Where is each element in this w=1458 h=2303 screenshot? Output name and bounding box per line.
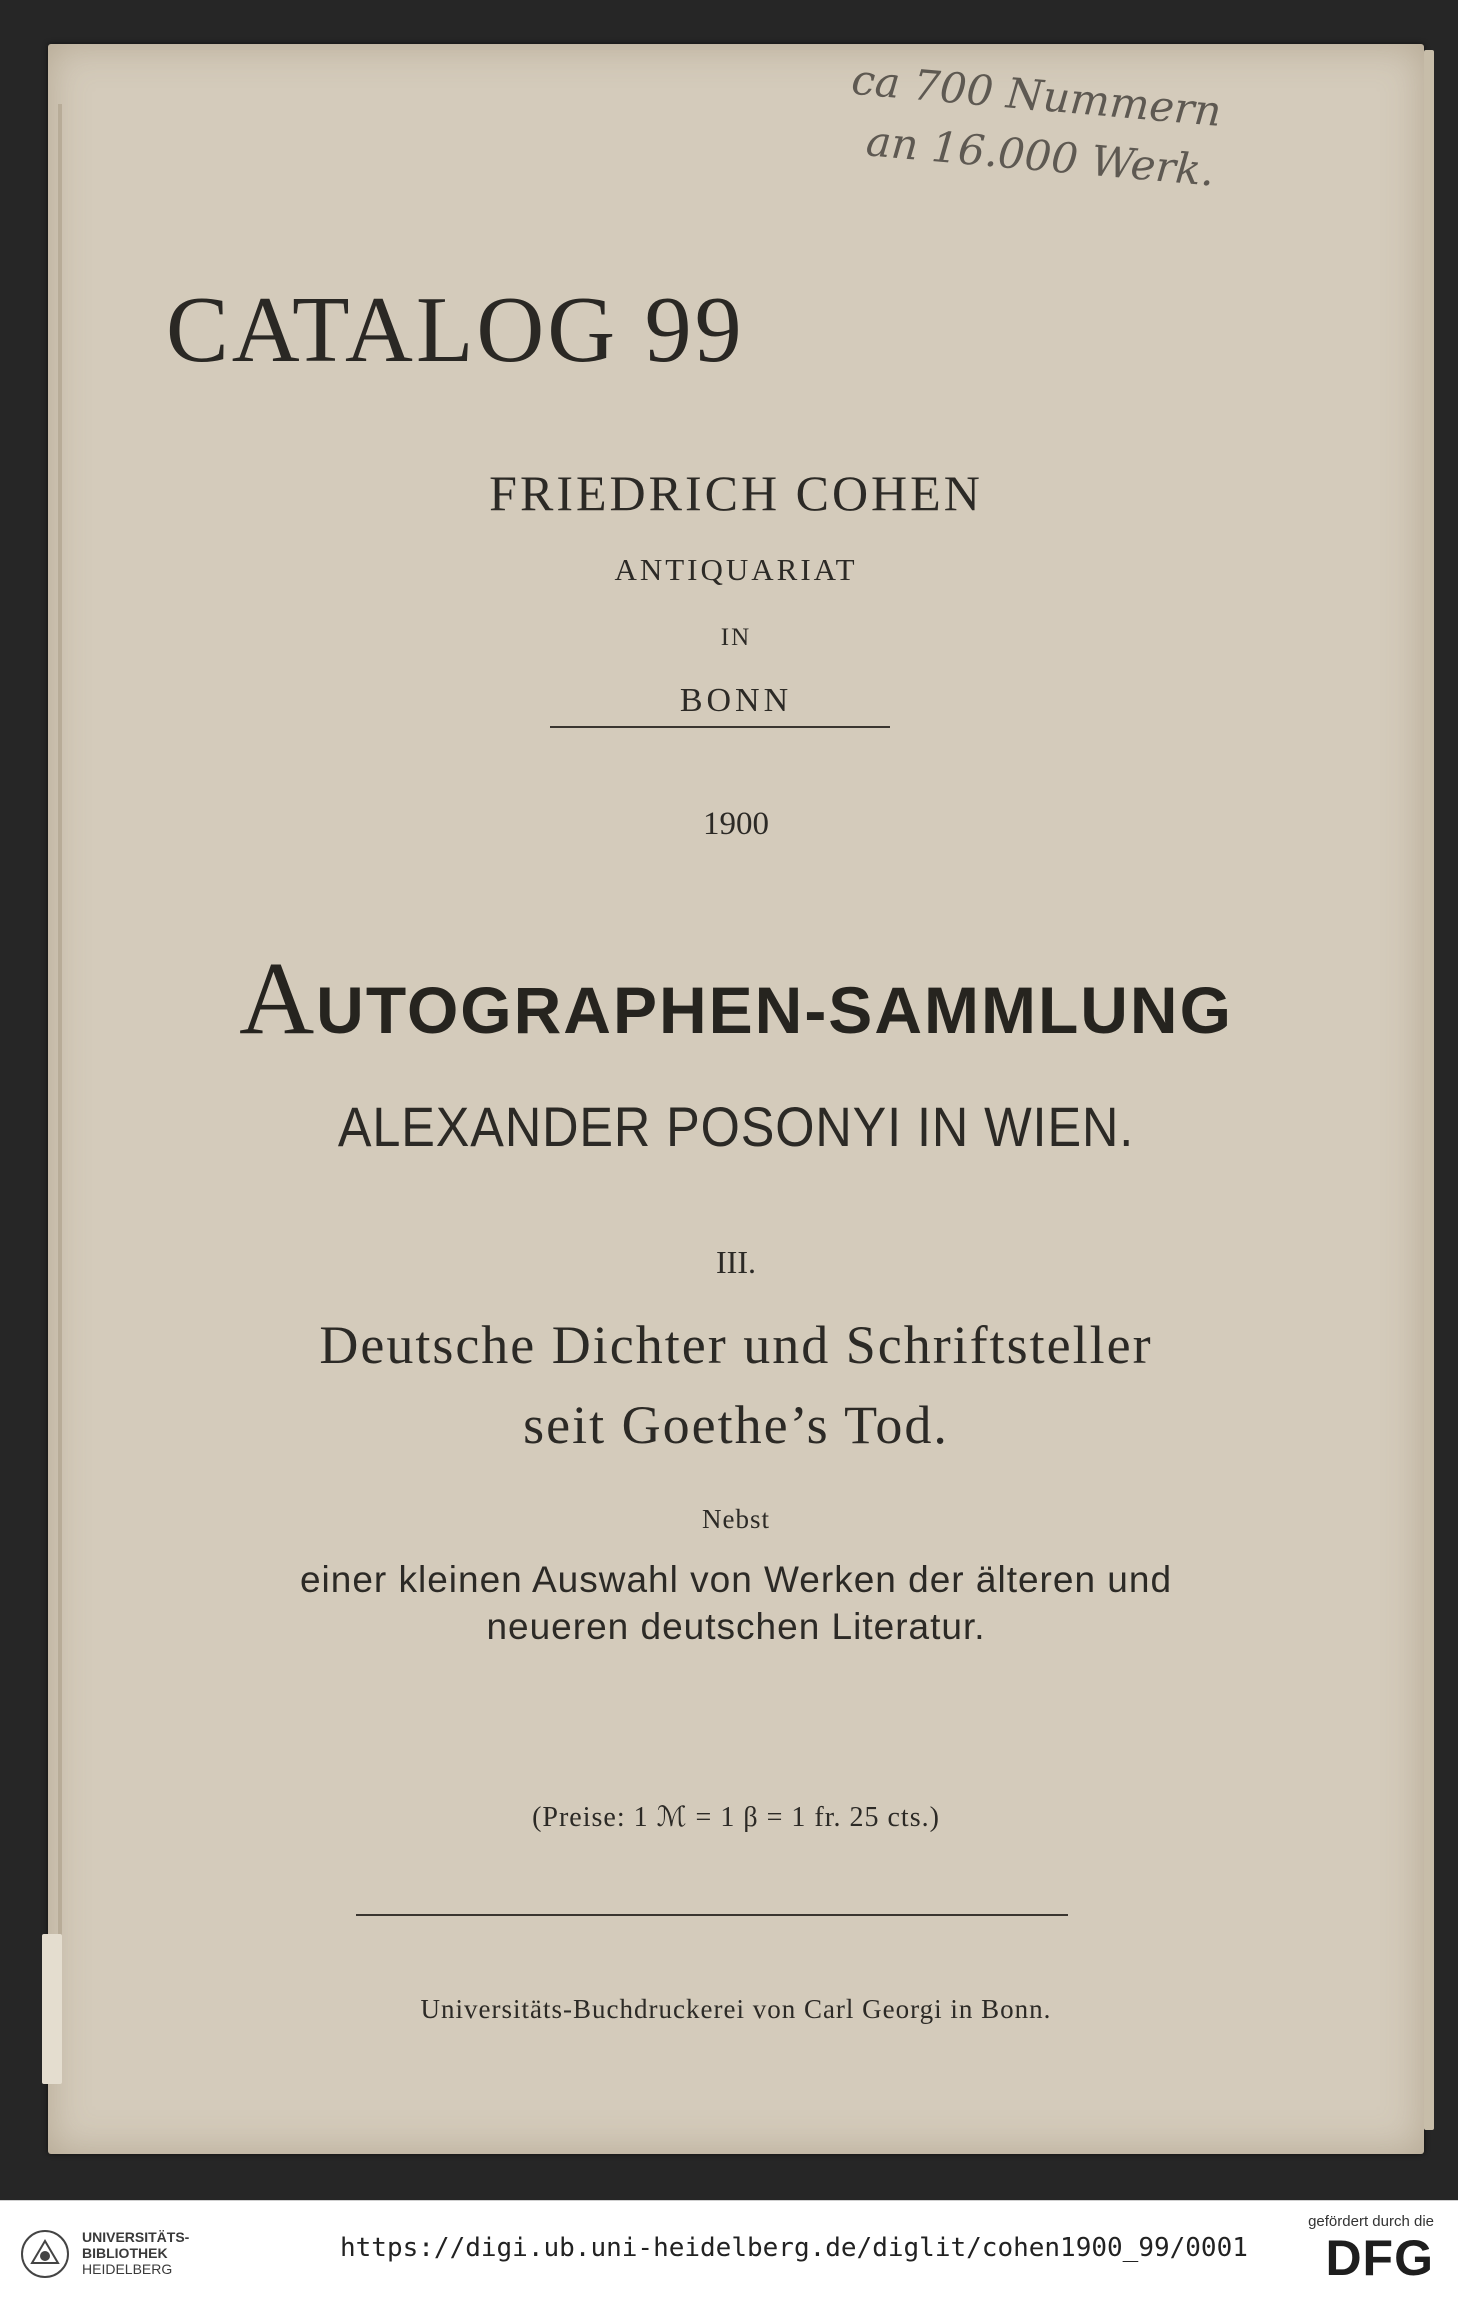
library-name xyxy=(82,2229,189,2277)
part-number: III. xyxy=(716,1244,756,1280)
funded-by-label: gefördert durch die xyxy=(1308,2213,1434,2230)
permalink-url[interactable]: https://digi.ub.uni-heidelberg.de/diglit/cohen1900_99/0001 xyxy=(340,2233,1248,2263)
nebst-label: Nebst xyxy=(702,1504,770,1534)
publisher-city: BONN xyxy=(679,682,793,719)
university-seal-icon xyxy=(20,2229,70,2279)
library-line-1: UNIVERSITÄTS- xyxy=(82,2229,190,2245)
title-rest: UTOGRAPHEN-SAMMLUNG xyxy=(316,973,1233,1047)
handwritten-line-2: an 16.000 Werk. xyxy=(864,116,1217,196)
title-initial: A xyxy=(239,941,317,1056)
printer-imprint: Universitäts-Buchdruckerei von Carl Georgi in Bonn. xyxy=(420,1994,1052,2024)
collection-title xyxy=(48,939,1424,1058)
funding-credit xyxy=(1308,2213,1434,2286)
viewer-footer xyxy=(0,2200,1458,2303)
publisher-business: ANTIQUARIAT xyxy=(614,552,858,587)
collection-owner: ALEXANDER POSONYI IN WIEN. xyxy=(337,1095,1135,1158)
supplement-line-1: einer kleinen Auswahl von Werken der älteren und xyxy=(299,1559,1173,1600)
publisher-name: FRIEDRICH COHEN xyxy=(489,465,983,521)
preposition-in: IN xyxy=(720,624,752,651)
section-title-line-1: Deutsche Dichter und Schriftsteller xyxy=(319,1315,1153,1375)
library-line-2: BIBLIOTHEK xyxy=(82,2245,168,2261)
supplement-line-2: neueren deutschen Literatur. xyxy=(486,1606,986,1647)
divider-rule xyxy=(550,726,890,728)
handwritten-note xyxy=(844,50,1412,218)
catalog-cover-page xyxy=(48,44,1424,2154)
handwritten-line-1: ca 700 Nummern xyxy=(849,54,1224,136)
library-line-3: HEIDELBERG xyxy=(82,2261,173,2277)
publication-year: 1900 xyxy=(703,806,769,842)
price-note: (Preise: 1 ℳ = 1 β = 1 fr. 25 cts.) xyxy=(532,1802,940,1833)
section-title-line-2: seit Goethe’s Tod. xyxy=(523,1395,949,1455)
divider-rule-bottom xyxy=(356,1914,1068,1916)
catalog-number: CATALOG 99 xyxy=(166,278,745,382)
dfg-logo: DFG xyxy=(1325,2230,1434,2286)
page-edge xyxy=(1424,50,1434,2130)
